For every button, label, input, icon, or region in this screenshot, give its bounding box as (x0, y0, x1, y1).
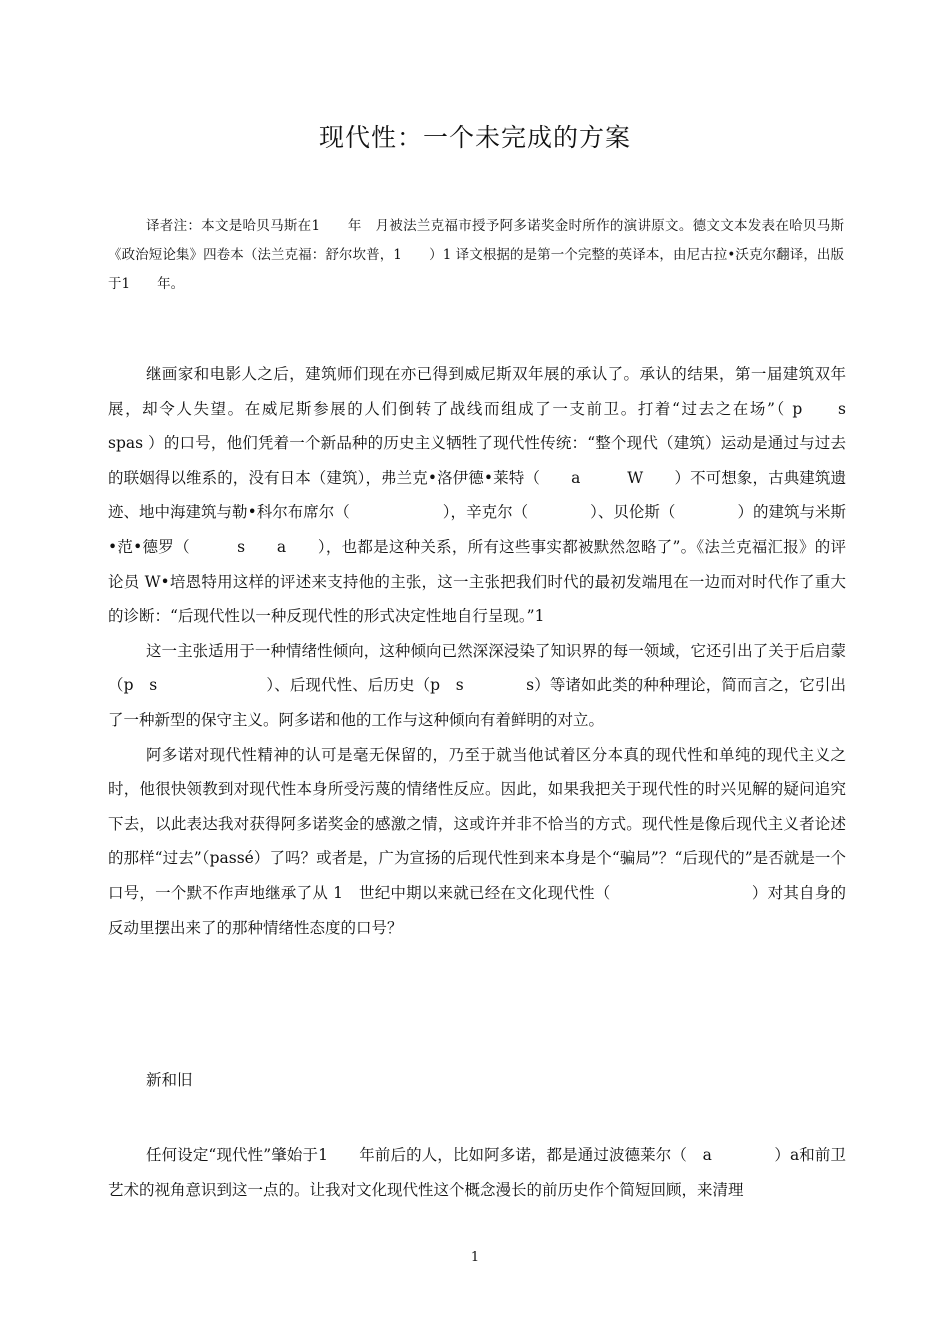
paragraph-1: 继画家和电影人之后，建筑师们现在亦已得到威尼斯双年展的承认了。承认的结果，第一届建筑双年展，却令人失望。在威尼斯参展的人们倒转了战线而组成了一支前卫。打着“过去之在场”（ p s spas ）的口号，他们凭着一个新品种的历史主义牺牲了现代性传统：“整个现代（建筑）运动是通过与过去的联姻得以维系的，没有日本（建筑），弗兰克•洛伊德•莱特（ a W ）不可想象，古典建筑遗迹、地中海建筑与勒•科尔布席尔（ ），辛克尔（ ）、贝伦斯（ ）的建筑与米斯•范•德罗（ s a ），也都是这种关系，所有这些事实都被默然忽略了”。《法兰克福汇报》的评论员 W•培恩特用这样的评述来支持他的主张，这一主张把我们时代的最初发端甩在一边而对时代作了重大的诊断：“后现代性以一种反现代性的形式决定性地自行呈现。”1 (108, 365, 893, 626)
section-paragraph-1: 任何设定“现代性”肇始于1 年前后的人，比如阿多诺，都是通过波德莱尔（ a ）a和前卫艺术的视角意识到这一点的。让我对文化现代性这个概念漫长的前历史作个简短回顾，来清理 (108, 1146, 846, 1199)
section-body-text (108, 1138, 846, 1207)
section-heading: 新和旧 (146, 1071, 193, 1089)
paragraph-2: 这一主张适用于一种情绪性倾向，这种倾向已然深深浸染了知识界的每一领域，它还引出了关于后启蒙（p s ）、后现代性、后历史（p s s）等诸如此类的种种理论，简而言之，它引出了一种新型的保守主义。阿多诺和他的工作与这种倾向有着鲜明的对立。 (108, 641, 846, 729)
page-number: 1 (470, 1250, 480, 1265)
body-text (108, 357, 893, 945)
paragraph-3: 阿多诺对现代性精神的认可是毫无保留的，乃至于就当他试着区分本真的现代性和单纯的现代主义之时，他很快领教到对现代性本身所受污蔑的情绪性反应。因此，如果我把关于现代性的时兴见解的疑问追究下去，以此表达我对获得阿多诺奖金的感激之情，这或许并非不恰当的方式。现代性是像后现代主义者论述的那样“过去”（passé）了吗？或者是，广为宣扬的后现代性到来本身是个“骗局”？“后现代的”是否就是一个口号，一个默不作声地继承了从 1 世纪中期以来就已经在文化现代性（ ）对其自身的反动里摆出来了的那种情绪性态度的口号？ (108, 745, 846, 937)
document-title: 现代性：一个未完成的方案 (318, 123, 631, 152)
translator-note: 译者注：本文是哈贝马斯在1 年 月被法兰克福市授予阿多诺奖金时所作的演讲原文。德文文本发表在哈贝马斯《政治短论集》四卷本（法兰克福：舒尔坎普，1 ）1 译文根据的是第一个完整的英译本，由尼古拉•沃克尔翻译，出版于1 年。 (108, 218, 844, 292)
